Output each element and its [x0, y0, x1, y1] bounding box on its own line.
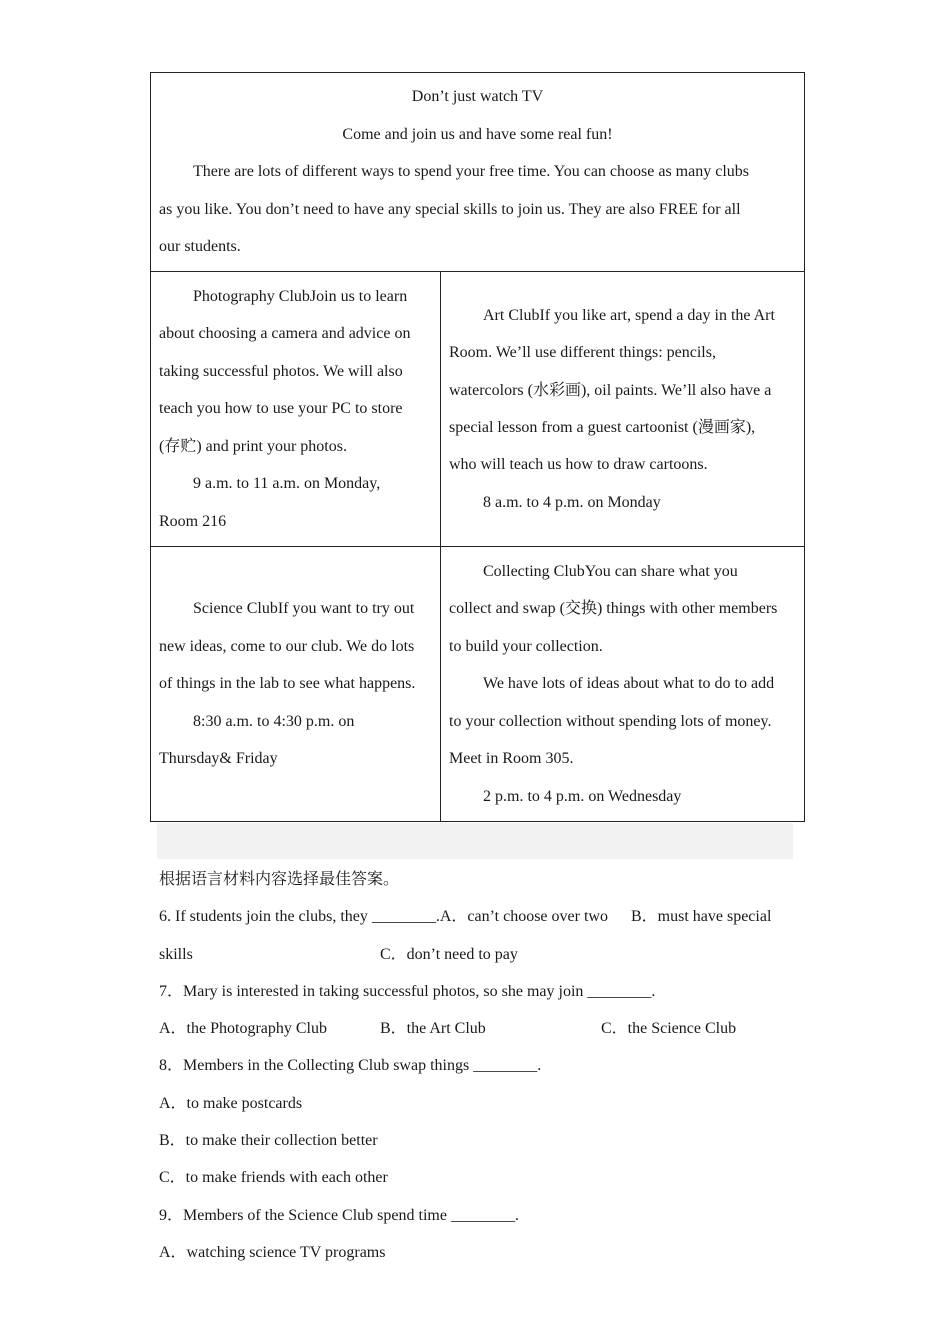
option-a[interactable]: A．can’t choose over two — [439, 908, 608, 926]
club-time: 2 p.m. to 4 p.m. on Wednesday — [483, 787, 682, 805]
option-c[interactable]: C．don’t need to pay — [380, 945, 518, 963]
option-a[interactable]: A．the Photography Club — [159, 1020, 327, 1038]
club-text-line: of things in the lab to see what happens. — [159, 675, 416, 693]
notice-intro-line: There are lots of different ways to spend your free time. You can choose as many clubs — [193, 163, 749, 181]
notice-intro-line: as you like. You don’t need to have any special skills to join us. They are also FREE for all — [159, 200, 741, 218]
club-text-line: new ideas, come to our club. We do lots — [159, 637, 415, 655]
club-time: 8 a.m. to 4 p.m. on Monday — [483, 493, 661, 511]
question-7-options — [159, 1010, 799, 1047]
option-b[interactable]: B．must have special — [630, 908, 772, 926]
notice-title: Don’t just watch TV — [411, 88, 544, 106]
club-text-line: Science ClubIf you want to try out — [193, 600, 415, 618]
art-club-cell — [441, 272, 805, 547]
photography-club-cell — [151, 272, 441, 547]
club-text-line: Collecting ClubYou can share what you — [483, 563, 738, 581]
notice-intro-line: our students. — [159, 238, 241, 256]
instruction-text: 根据语言材料内容选择最佳答案。 — [159, 871, 400, 888]
club-text-line: collect and swap (交换) things with other members — [449, 600, 778, 618]
notice-subtitle: Come and join us and have some real fun! — [342, 125, 613, 143]
club-text-line: (存贮) and print your photos. — [159, 437, 347, 455]
club-text-line: teach you how to use your PC to store — [159, 400, 403, 418]
question-7: 7．Mary is interested in taking successful photos, so she may join ________. — [159, 982, 656, 1000]
collecting-club-cell — [441, 547, 805, 822]
club-time: Thursday& Friday — [159, 750, 278, 768]
club-text-line: Art ClubIf you like art, spend a day in the Art — [483, 306, 775, 324]
option-c[interactable]: C．the Science Club — [601, 1020, 737, 1038]
questions-section — [159, 861, 799, 1271]
option-a[interactable]: A．to make postcards — [159, 1094, 303, 1112]
club-text-line: special lesson from a guest cartoonist (漫画家), — [449, 419, 756, 436]
science-club-cell — [151, 547, 441, 822]
question-8: 8．Members in the Collecting Club swap things ________. — [159, 1057, 542, 1075]
question-stem: 6. If students join the clubs, they ________. — [159, 908, 440, 926]
club-text-line: watercolors (水彩画), oil paints. We’ll also have a — [449, 381, 772, 399]
question-6 — [159, 898, 799, 935]
club-time: 9 a.m. to 11 a.m. on Monday, — [193, 475, 381, 493]
club-time: 8:30 a.m. to 4:30 p.m. on — [193, 712, 355, 730]
club-text-line: Room. We’ll use different things: pencils, — [449, 344, 716, 362]
option-b[interactable]: B．to make their collection better — [159, 1132, 378, 1150]
club-room: Meet in Room 305. — [449, 750, 574, 768]
club-text-line: who will teach us how to draw cartoons. — [449, 456, 708, 474]
option-a[interactable]: A．watching science TV programs — [159, 1243, 386, 1261]
option-b-continued: skills — [159, 945, 193, 963]
question-6-cont — [159, 936, 799, 973]
club-text-line: We have lots of ideas about what to do to add — [483, 675, 775, 693]
club-text-line: Photography ClubJoin us to learn — [193, 288, 408, 306]
option-c[interactable]: C．to make friends with each other — [159, 1169, 388, 1187]
club-text-line: to your collection without spending lots of money. — [449, 712, 772, 730]
club-room: Room 216 — [159, 512, 227, 530]
club-notice-table — [150, 72, 805, 822]
question-9: 9．Members of the Science Club spend time ________. — [159, 1206, 519, 1224]
option-b[interactable]: B．the Art Club — [380, 1020, 486, 1038]
club-text-line: taking successful photos. We will also — [159, 362, 403, 380]
club-text-line: about choosing a camera and advice on — [159, 325, 411, 343]
notice-header-cell — [151, 73, 805, 272]
club-text-line: to build your collection. — [449, 637, 603, 655]
gray-separator-band — [157, 823, 793, 859]
